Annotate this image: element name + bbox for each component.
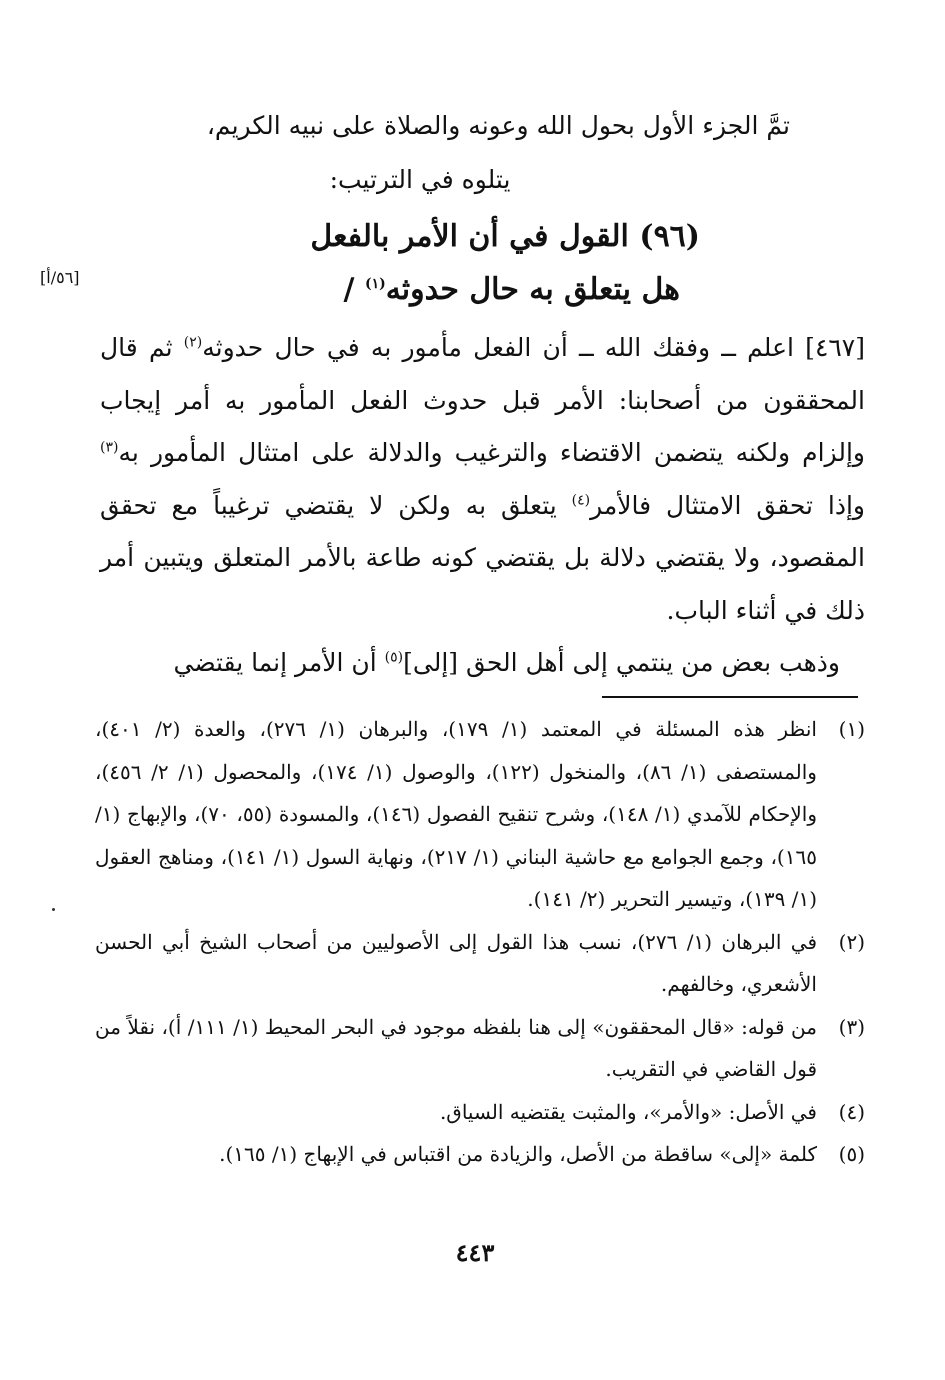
footnote-ref-5: (٥) — [384, 649, 404, 666]
paragraph-text: اعلم ــ وفقك الله ــ أن الفعل مأمور به في حال حدوثه — [202, 333, 794, 362]
paragraph-number: [٤٦٧] — [805, 333, 865, 362]
footnote-number: (٥) — [838, 1142, 865, 1166]
footnote-text: في الأصل: «والأمر»، والمثبت يقتضيه السياق. — [439, 1099, 817, 1124]
footnote-number: (٢) — [838, 929, 865, 954]
section-heading-line1 — [200, 213, 700, 261]
paragraph-text: وإذا تحقق الامتثال فالأمر — [590, 490, 865, 520]
paragraph-467 — [100, 322, 865, 637]
footnote-number: (٤) — [838, 1099, 865, 1124]
volume-closing-line: تمَّ الجزء الأول بحول الله وعونه والصلاة على نبيه الكريم، — [206, 111, 790, 140]
footnote-text: من قوله: «قال المحققون» إلى هنا بلفظه موجود في البحر المحيط (١/ ١١١/ أ)، نقلاً من قول القاضي في التقريب. — [95, 1014, 817, 1081]
footnote-ref-1: (١) — [364, 276, 386, 292]
page-number: ٤٤٣ — [455, 1238, 495, 1267]
section-title-line1: القول في أن الأمر بالفعل — [310, 219, 629, 254]
paragraph-text: أن الأمر إنما يقتضي — [173, 648, 377, 677]
paragraph-text: يتعلق به ولكن لا يقتضي ترغيباً مع تحقق المقصود، ولا يقتضي دلالة بل يقتضي كونه طاعة بالأمر المتعلق ويتبين أمر ذلك في أثناء الباب. — [100, 490, 865, 625]
followed-by-line: يتلوه في الترتيب: — [329, 165, 511, 194]
paragraph-text: ثم قال المحققون من أصحابنا: الأمر قبل حدوث الفعل المأمور به أمر إيجاب وإلزام ولكنه يتضمن الاقتضاء والترغيب والدلالة على امتثال المأمور به — [100, 333, 865, 467]
footnote-text: في البرهان (١/ ٢٧٦)، نسب هذا القول إلى الأصوليين من أصحاب الشيخ أبي الحسن الأشعري، وخالفهم. — [95, 929, 818, 996]
footnote-ref-4: (٤) — [571, 492, 591, 509]
footnote-text: انظر هذه المسئلة في المعتمد (١/ ١٧٩)، والبرهان (١/ ٢٧٦)، والعدة (٢/ ٤٠١)، والمستصفى (١/ ٨٦)، والمنخول (١٢٢)، والوصول (١/ ١٧٤)، والمحصول (١/ ٢/ ٤٥٦)، والإحكام للآمدي (١/ ١٤٨)، وشرح تنقيح الفصول (١٤٦)، والمسودة (٥٥، ٧٠)، والإبهاج (١/ ١٦٥)، وجمع الجوامع مع حاشية البناني (١/ ٢١٧)، ونهاية السول (١/ ١٤١)، ومناهج العقول (١/ ١٣٩)، وتيسير التحرير (٢/ ١٤١). — [95, 717, 817, 911]
section-number: (٩٦) — [639, 219, 700, 254]
footnote-ref-3: (٣) — [100, 439, 119, 456]
folio-break-mark: / — [343, 272, 355, 307]
footnote-number: (٣) — [838, 1014, 865, 1039]
paragraph-text: وذهب بعض من ينتمي إلى أهل الحق [إلى] — [403, 648, 840, 677]
footnote-ref-2: (٢) — [183, 334, 203, 351]
scan-speck — [52, 908, 55, 911]
footnote-number: (١) — [838, 717, 865, 741]
footnote-2 — [95, 921, 865, 1006]
footnote-text: كلمة «إلى» ساقطة من الأصل، والزيادة من اقتباس في الإبهاج (١/ ١٦٥). — [219, 1142, 817, 1166]
footnote-1 — [95, 708, 865, 921]
main-text — [100, 322, 865, 690]
footnote-4 — [95, 1091, 865, 1134]
footnote-5 — [95, 1133, 865, 1176]
section-title-line2: هل يتعلق به حال حدوثه — [385, 272, 680, 307]
footnote-3 — [95, 1006, 865, 1091]
section-heading-line2 — [200, 266, 680, 314]
footnote-separator — [602, 696, 858, 698]
footnotes — [95, 708, 865, 1176]
manuscript-folio-reference: [٥٦/أ] — [40, 268, 80, 287]
paragraph-continuation — [100, 637, 865, 690]
